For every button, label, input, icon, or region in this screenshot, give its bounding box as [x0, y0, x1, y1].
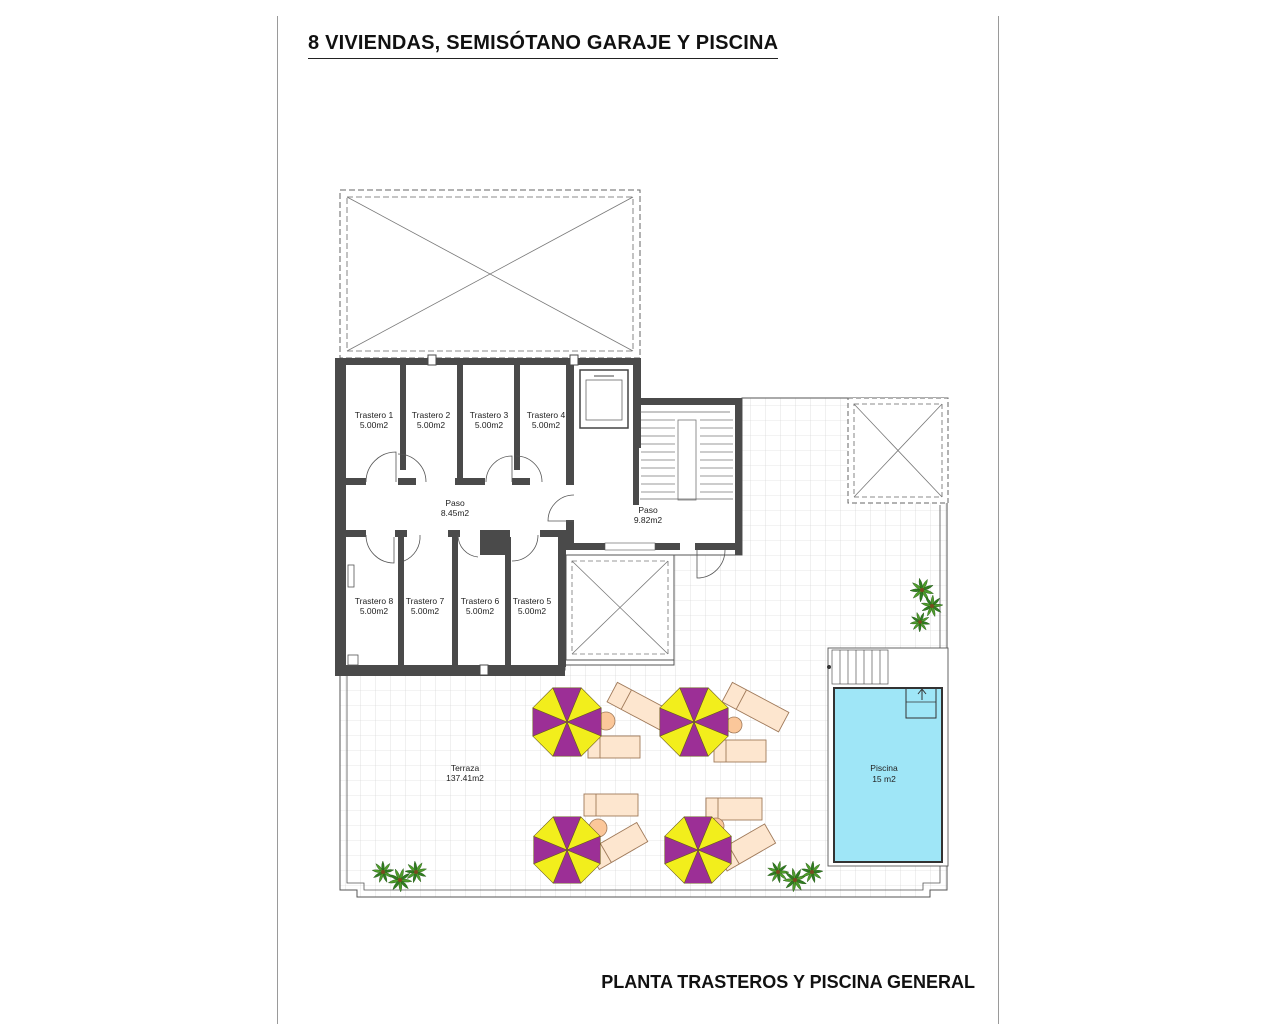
room-terraza-name: Terraza — [450, 763, 480, 773]
room-trastero-6-area: 5.00m2 — [465, 606, 495, 616]
drawing-title: 8 VIVIENDAS, SEMISÓTANO GARAJE Y PISCINA — [308, 32, 779, 54]
room-paso-2-area: 9.82m2 — [633, 515, 663, 525]
patio-void — [566, 555, 674, 660]
umbrella-1 — [533, 688, 601, 756]
room-trastero-8-name: Trastero 8 — [354, 596, 394, 606]
room-trastero-4-area: 5.00m2 — [531, 420, 561, 430]
room-trastero-8-area: 5.00m2 — [359, 606, 389, 616]
room-trastero-7-name: Trastero 7 — [405, 596, 445, 606]
room-trastero-2-name: Trastero 2 — [411, 410, 451, 420]
room-trastero-3-area: 5.00m2 — [474, 420, 504, 430]
room-paso-2-name: Paso — [638, 505, 658, 515]
stair-core — [566, 370, 742, 578]
room-trastero-7-area: 5.00m2 — [410, 606, 440, 616]
room-piscina-area: 15 m2 — [872, 774, 896, 784]
umbrella-4 — [665, 817, 732, 884]
room-trastero-1-name: Trastero 1 — [354, 410, 394, 420]
room-trastero-3-name: Trastero 3 — [469, 410, 509, 420]
room-trastero-4-name: Trastero 4 — [526, 410, 566, 420]
room-paso-1-name: Paso — [445, 498, 465, 508]
room-trastero-6-name: Trastero 6 — [460, 596, 500, 606]
pool — [827, 648, 948, 866]
room-trastero-1-area: 5.00m2 — [359, 420, 389, 430]
room-terraza-area: 137.41m2 — [446, 773, 484, 783]
upper-void — [340, 190, 640, 358]
drawing-footer-title: PLANTA TRASTEROS Y PISCINA GENERAL — [601, 972, 975, 992]
umbrella-2 — [660, 688, 728, 756]
room-paso-1-area: 8.45m2 — [440, 508, 470, 518]
umbrella-3 — [534, 817, 601, 884]
right-void — [848, 398, 948, 503]
room-trastero-5-name: Trastero 5 — [512, 596, 552, 606]
room-trastero-5-area: 5.00m2 — [517, 606, 547, 616]
room-trastero-2-area: 5.00m2 — [416, 420, 446, 430]
room-piscina-name: Piscina — [870, 763, 898, 773]
